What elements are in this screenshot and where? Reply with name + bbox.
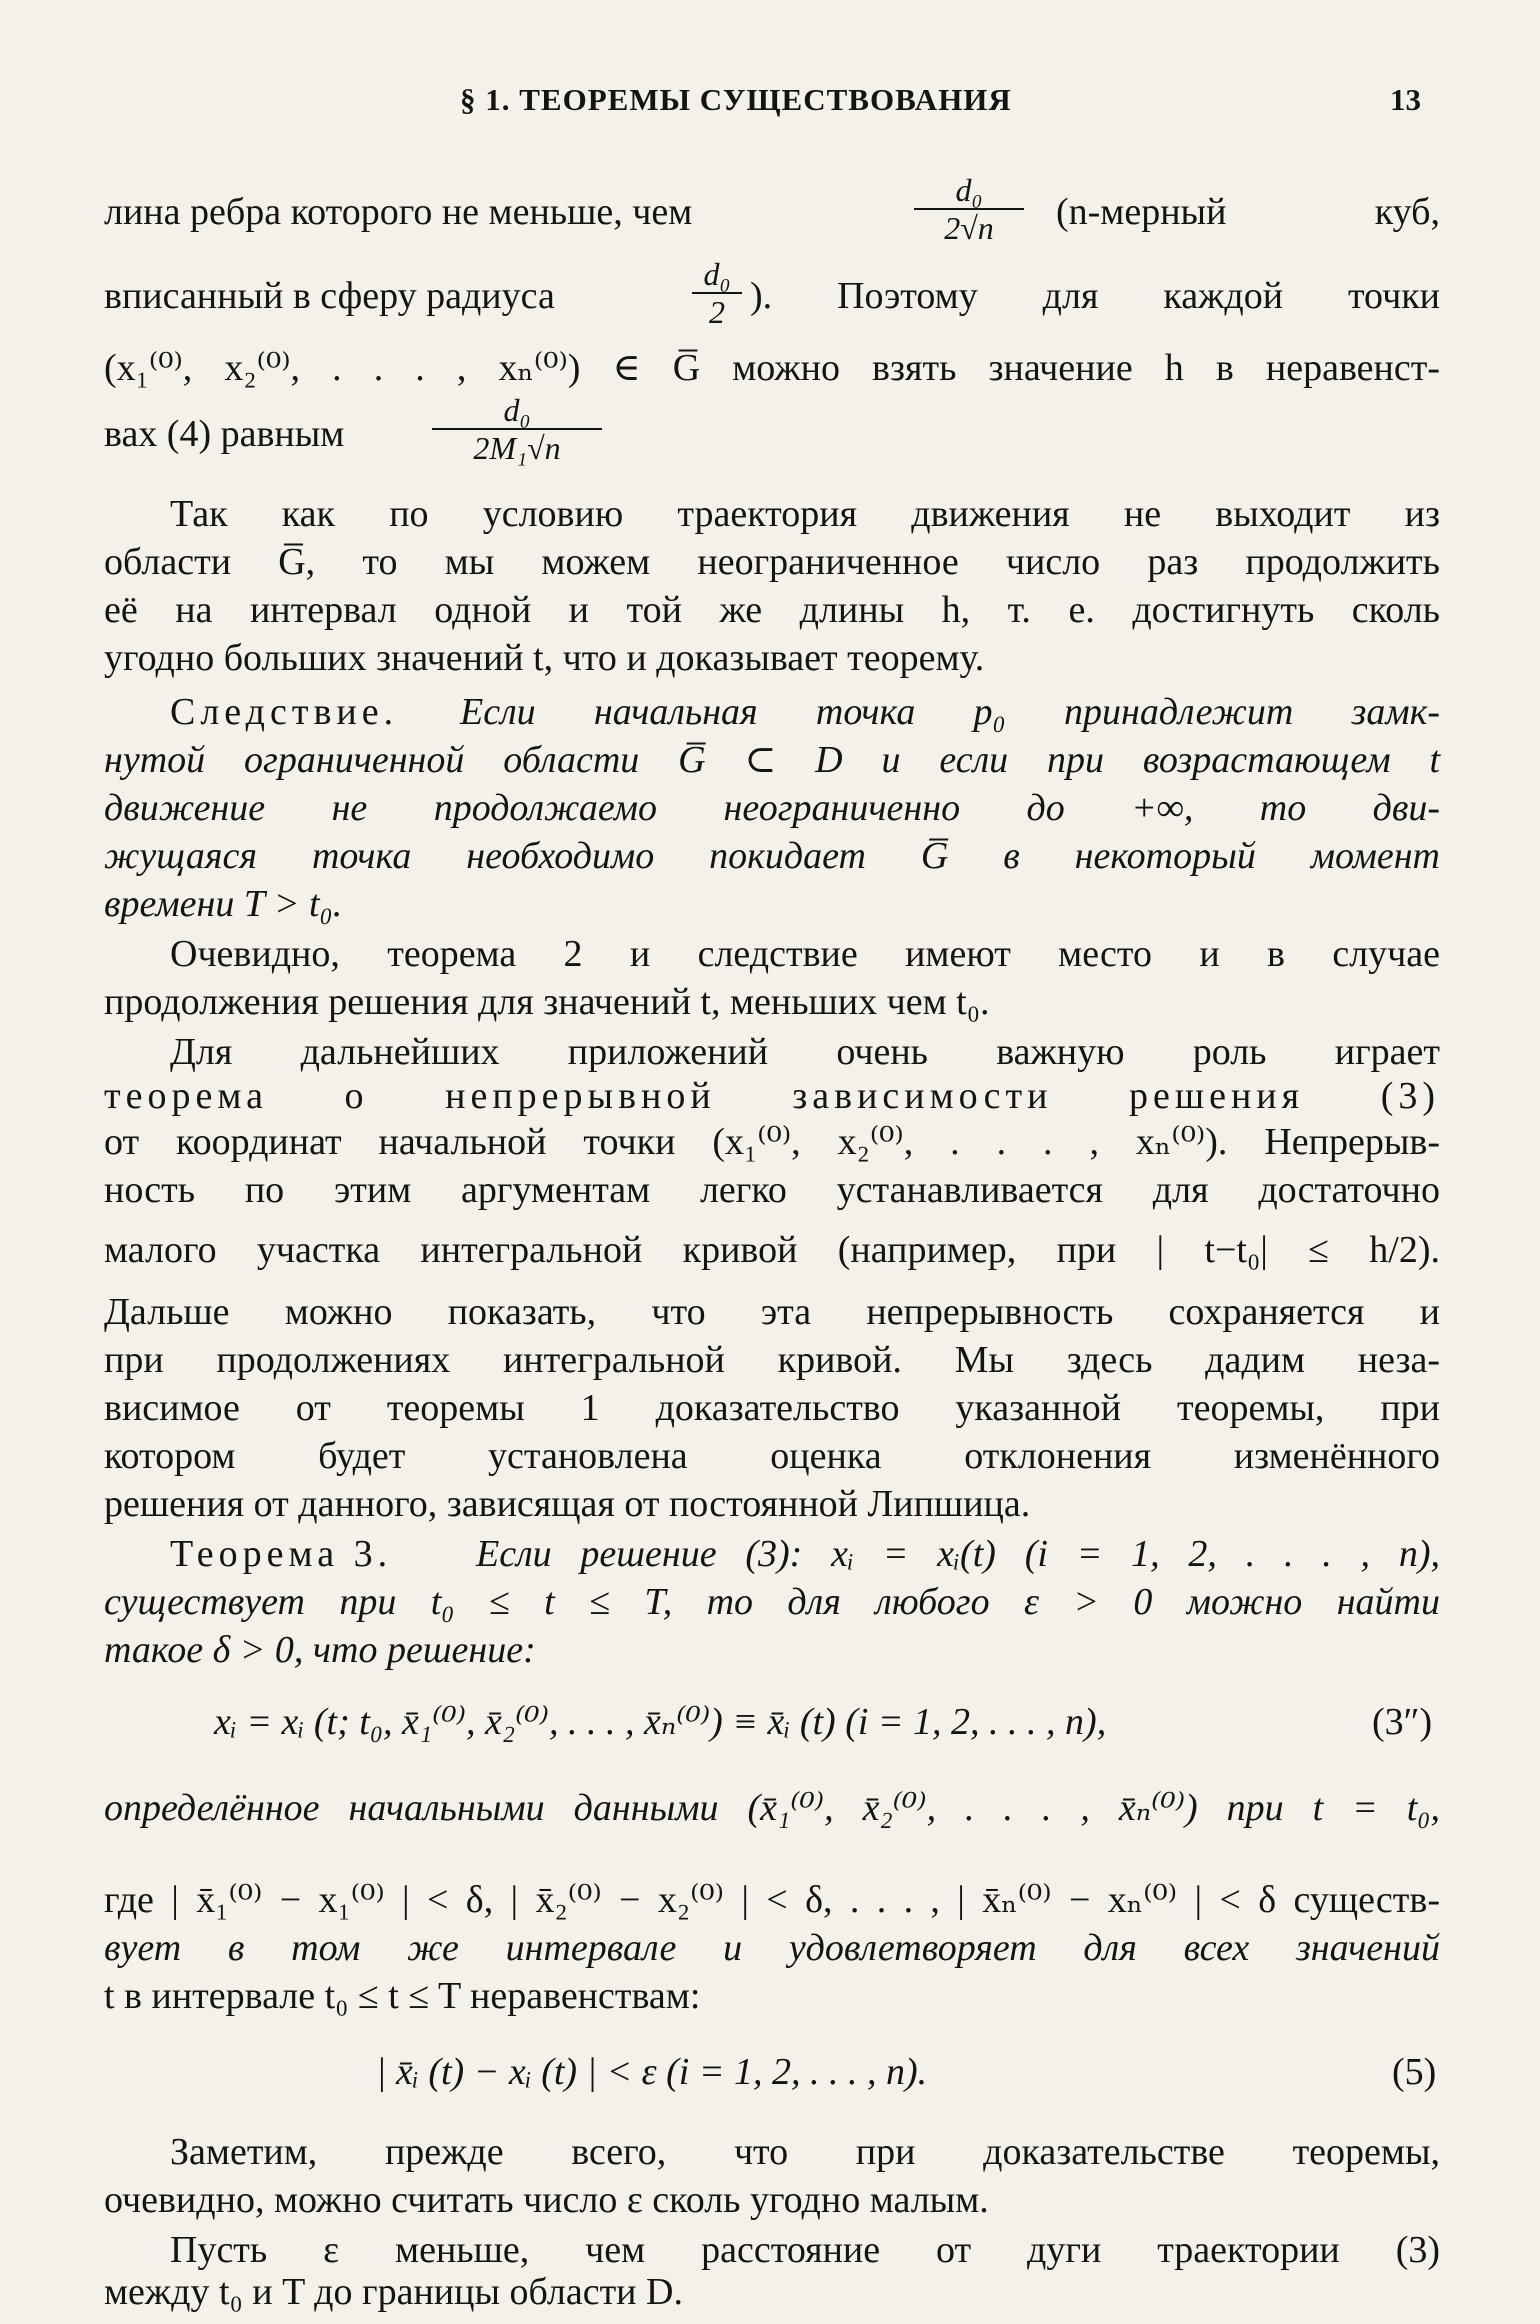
fraction-numerator: d₀: [432, 392, 602, 430]
text-line: угодно больших значений t, что и доказывает теорему.: [104, 637, 985, 679]
text-line: (x₁⁽⁰⁾, x₂⁽⁰⁾, . . . , xₙ⁽⁰⁾) ∈ G̅ можно взять значение h в неравенст-: [104, 347, 1440, 389]
text-line: Если решение (3): xᵢ = xᵢ(t) (i = 1, 2, . . . , n),: [476, 1533, 1440, 1575]
text-line: вует в том же интервале и удовлетворяет для всех значений: [104, 1927, 1440, 1969]
text-line: лина ребра которого не меньше, чем: [104, 191, 693, 233]
text-line: определённое начальными данными (x̄₁⁽⁰⁾, x̄₂⁽⁰⁾, . . . , x̄ₙ⁽⁰⁾) при t = t₀,: [104, 1787, 1440, 1829]
text-line: висимое от теоремы 1 доказательство указанной теоремы, при: [104, 1387, 1440, 1429]
text-line: существует при t₀ ≤ t ≤ T, то для любого ε > 0 можно найти: [104, 1581, 1440, 1623]
text-line: (n-мерный куб,: [1056, 191, 1440, 233]
equation-number: (5): [1392, 2051, 1437, 2093]
text-line: времени T > t₀.: [104, 883, 343, 925]
page-header: [0, 82, 1540, 122]
text-line: ность по этим аргументам легко устанавливается для достаточно: [104, 1169, 1440, 1211]
fraction-denominator: 2M₁√n: [473, 430, 561, 466]
text-line: Очевидно, теорема 2 и следствие имеют место и в случае: [170, 933, 1440, 975]
text-line: области G̅, то мы можем неограниченное число раз продолжить: [104, 541, 1440, 583]
fraction-numerator: d₀: [692, 256, 742, 294]
text-line: малого участка интегральной кривой (например, при | t−t₀| ≤ h/2).: [104, 1229, 1440, 1271]
text-line: между t₀ и T до границы области D.: [104, 2271, 683, 2313]
text-line: нутой ограниченной области G̅ ⊂ D и если при возрастающем t: [104, 739, 1440, 781]
text-line: котором будет установлена оценка отклонения изменённого: [104, 1435, 1440, 1477]
text-line: вписанный в сферу радиуса: [104, 275, 555, 317]
text-line: от координат начальной точки (x₁⁽⁰⁾, x₂⁽⁰⁾, . . . , xₙ⁽⁰⁾). Непрерыв-: [104, 1121, 1440, 1163]
fraction-denominator: 2: [709, 294, 725, 330]
text-line: Так как по условию траектория движения не выходит из: [170, 493, 1440, 535]
text-line: при продолжениях интегральной кривой. Мы здесь дадим неза-: [104, 1339, 1440, 1381]
text-line: t в интервале t₀ ≤ t ≤ T неравенствам:: [104, 1975, 701, 2017]
equation-number: (3″): [1372, 1701, 1433, 1743]
text-line: теорема о непрерывной зависимости решения (3): [104, 1075, 1440, 1117]
text-line: Если начальная точка p₀ принадлежит замк-: [460, 691, 1440, 733]
text-line: движение не продолжаемо неограниченно до +∞, то дви-: [104, 787, 1440, 829]
text-line: Для дальнейших приложений очень важную роль играет: [170, 1031, 1440, 1073]
fraction-numerator: d₀: [914, 172, 1024, 210]
text-line: продолжения решения для значений t, меньших чем t₀.: [104, 981, 990, 1023]
fraction: [692, 256, 742, 330]
fraction: [914, 172, 1024, 246]
text-line: где | x̄₁⁽⁰⁾ − x₁⁽⁰⁾ | < δ, | x̄₂⁽⁰⁾ − x₂⁽⁰⁾ | < δ, . . . , | x̄ₙ⁽⁰⁾ − xₙ⁽⁰⁾ | < δ существ-: [104, 1879, 1440, 1921]
page-number: 13: [1390, 82, 1421, 117]
text-line: очевидно, можно считать число ε сколь угодно малым.: [104, 2179, 989, 2221]
equation-3-double-prime: xᵢ = xᵢ (t; t₀, x̄₁⁽⁰⁾, x̄₂⁽⁰⁾, . . . , x̄ₙ⁽⁰⁾) ≡ x̄ᵢ (t) (i = 1, 2, . . . , n),: [214, 1701, 1107, 1743]
fraction: [432, 392, 602, 466]
text-line: Пусть ε меньше, чем расстояние от дуги траектории (3): [170, 2229, 1440, 2271]
text-line: решения от данного, зависящая от постоянной Липшица.: [104, 1483, 1031, 1525]
text-line: Дальше можно показать, что эта непрерывность сохраняется и: [104, 1291, 1440, 1333]
text-line: Заметим, прежде всего, что при доказательстве теоремы,: [170, 2131, 1440, 2173]
corollary-label: Следствие.: [170, 691, 399, 733]
text-line: такое δ > 0, что решение:: [104, 1629, 536, 1671]
text-line: вах (4) равным: [104, 413, 345, 455]
running-head: § 1. ТЕОРЕМЫ СУЩЕСТВОВАНИЯ: [460, 82, 1012, 117]
equation-5: | x̄ᵢ (t) − xᵢ (t) | < ε (i = 1, 2, . . . , n).: [376, 2051, 928, 2093]
fraction-denominator: 2√n: [944, 210, 994, 246]
text-line: жущаяся точка необходимо покидает G̅ в некоторый момент: [104, 835, 1440, 877]
text-line: её на интервал одной и той же длины h, т. е. достигнуть сколь: [104, 589, 1440, 631]
text-line: ). Поэтому для каждой точки: [750, 275, 1440, 317]
theorem-label: Теорема 3.: [170, 1533, 393, 1575]
